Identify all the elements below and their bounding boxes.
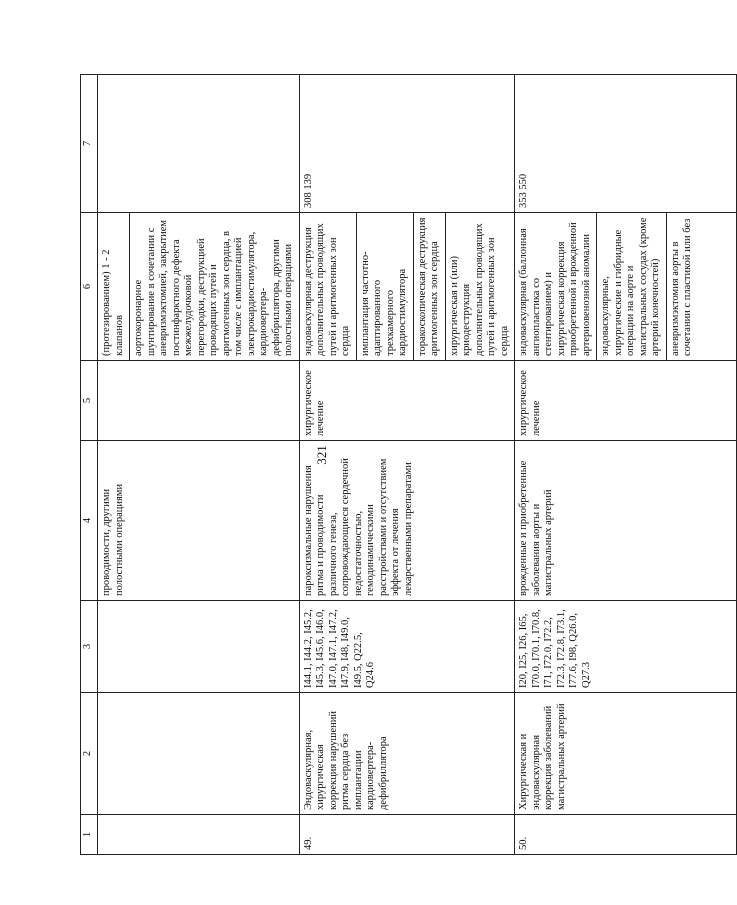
header-col-3: 3 bbox=[81, 601, 98, 693]
rotated-table-wrapper bbox=[80, 75, 693, 855]
row-codes: I44.1, I44.2, I45.2, I45.3, I45.6, I46.0, I47.0, I47.1, I47.2, I47.9, I48, I49.0, I49.5, Q22.5, Q24.6 bbox=[299, 601, 515, 693]
row-model: пароксизмальные нарушения ритма и проводимости различного генеза, сопровождающиеся сердечной недостаточностью, гемодинамическими расстройствами и отсутствием эффекта от лечения лекарственными препаратами bbox=[299, 441, 515, 601]
method-item: эндоваскулярная деструкция дополнительных проводящих путей и аритмогенных зон сердца bbox=[302, 223, 351, 356]
header-col-7: 7 bbox=[81, 75, 98, 213]
row-codes: I20, I25, I26, I65, I70.0, I70.1, I70.8, I71, I72.0, I72.2, I72.3, I72.8, I73.1, I77.6, I98, Q26.0, Q27.3 bbox=[515, 601, 737, 693]
method-item: имплантация частотно-адаптированного трехкамерного кардиостимулятора bbox=[356, 213, 410, 360]
page-number: 321 bbox=[314, 445, 329, 465]
row-methods bbox=[515, 213, 737, 361]
method-item: торакоскопическая деструкция аритмогенных зон сердца bbox=[413, 213, 442, 360]
method-item: аортокоронарное шунтирование в сочетании с аневризмэктомией, закрытием постинфарктного дефекта межжелудочковой перегородки, деструкцией проводящих путей и аритмогенных зон сердца, в том числе с имплантацией электрокардиостимулятора, кардиовертера-дефибриллятора, другими полостными операциями bbox=[129, 213, 296, 360]
row-model: проводимости, другими полостными операциями bbox=[98, 441, 300, 601]
row-cost: 308 139 bbox=[299, 75, 515, 213]
header-col-1: 1 bbox=[81, 815, 98, 855]
row-number bbox=[98, 815, 300, 855]
row-codes bbox=[98, 601, 300, 693]
row-cost: 353 550 bbox=[515, 75, 737, 213]
row-cost bbox=[98, 75, 300, 213]
header-col-6: 6 bbox=[81, 213, 98, 361]
method-item: хирургическая и (или) криодеструкция дополнительных проводящих путей и аритмогенных зон сердца bbox=[445, 213, 512, 360]
method-item: аневризмэктомия аорты в сочетании с пластикой или без bbox=[666, 213, 695, 360]
row-number: 49. bbox=[299, 815, 515, 855]
header-col-5: 5 bbox=[81, 361, 98, 441]
procedures-table bbox=[80, 74, 737, 855]
row-name: Хирургическая и эндоваскулярная коррекция заболеваний магистральных артерий bbox=[515, 693, 737, 815]
header-row bbox=[81, 75, 98, 855]
row-name bbox=[98, 693, 300, 815]
row-treatment: хирургическое лечение bbox=[299, 361, 515, 441]
row-methods bbox=[98, 213, 300, 361]
header-col-2: 2 bbox=[81, 693, 98, 815]
header-col-4: 4 bbox=[81, 441, 98, 601]
method-item: (протезированием) 1 - 2 клапанов bbox=[101, 249, 125, 356]
row-treatment bbox=[98, 361, 300, 441]
row-treatment: хирургическое лечение bbox=[515, 361, 737, 441]
method-item: эндоваскулярная (баллонная ангиопластика со стентированием) и хирургическая коррекция приобретенной и врожденной артериовенозной аномалии bbox=[518, 222, 592, 356]
row-name: Эндоваскулярная, хирургическая коррекция нарушений ритма сердца без имплантации кардиовертера-дефибриллятора bbox=[299, 693, 515, 815]
row-methods bbox=[299, 213, 515, 361]
table-row bbox=[515, 75, 737, 855]
table-row bbox=[299, 75, 515, 855]
row-model: врожденные и приобретенные заболевания аорты и магистральных артерий bbox=[515, 441, 737, 601]
method-item: эндоваскулярные, хирургические и гибридные операции на аорте и магистральных сосудах (кроме артерий конечностей) bbox=[596, 213, 663, 360]
table-row bbox=[98, 75, 300, 855]
row-number: 50. bbox=[515, 815, 737, 855]
